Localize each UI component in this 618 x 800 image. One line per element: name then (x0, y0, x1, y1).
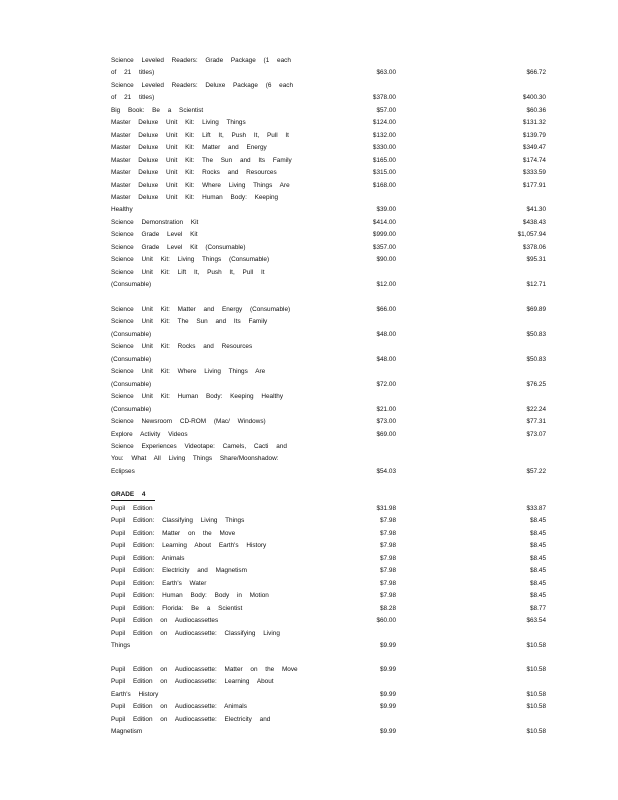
price-list-row (0, 254, 618, 266)
item-price: $48.00 (376, 355, 396, 363)
item-description: Science Leveled Readers: Deluxe Package (6 each (111, 81, 294, 89)
item-description: Healthy (111, 206, 133, 214)
price-list-row (0, 590, 618, 602)
item-price-adjusted: $95.31 (526, 256, 546, 264)
item-description: (Consumable) (111, 405, 152, 413)
item-price: $9.99 (380, 703, 396, 711)
item-price-adjusted: $69.89 (526, 306, 546, 313)
price-list-row (0, 67, 618, 79)
price-list-row (0, 217, 618, 229)
price-list-row (0, 279, 618, 291)
item-price-adjusted: $8.45 (530, 579, 546, 587)
item-price-adjusted: $333.59 (522, 169, 546, 177)
item-price: $63.00 (376, 69, 396, 77)
item-price-adjusted: $77.31 (526, 418, 546, 426)
item-price-adjusted: $10.58 (526, 690, 546, 698)
item-price-adjusted: $50.83 (526, 330, 546, 338)
item-price: $8.28 (380, 604, 396, 612)
item-description: Master Deluxe Unit Kit: Rocks and Resources (111, 169, 277, 177)
item-price-adjusted: $8.45 (530, 529, 546, 537)
item-description: Pupil Edition on Audiocassette: Matter on the Move (111, 666, 298, 673)
item-description: Pupil Edition on Audiocassette: Animals (111, 703, 247, 711)
price-list-row (0, 453, 618, 465)
price-list-row (0, 726, 618, 738)
item-price: $357.00 (372, 243, 396, 251)
item-price-adjusted: $1,057.94 (517, 231, 546, 239)
price-list-row (0, 117, 618, 129)
item-description: Science Unit Kit: The Sun and Its Family (111, 318, 268, 326)
item-price-adjusted: $8.77 (530, 604, 546, 612)
item-price: $31.98 (376, 505, 396, 512)
price-list-row (0, 391, 618, 403)
price-list-row (0, 267, 618, 279)
item-price: $60.00 (376, 617, 396, 625)
item-description: (Consumable) (111, 330, 152, 338)
item-price-adjusted: $177.91 (522, 181, 546, 189)
item-description: Science Grade Level Kit (111, 231, 198, 239)
item-price: $7.98 (380, 567, 396, 575)
price-list-row (0, 528, 618, 540)
item-description: Science Grade Level Kit (Consumable) (111, 243, 246, 251)
price-list-row (0, 466, 618, 478)
price-list-row (0, 304, 618, 316)
item-description: Pupil Edition: Electricity and Magnetism (111, 567, 247, 575)
item-price: $72.00 (376, 380, 396, 388)
item-price-adjusted: $41.30 (526, 206, 546, 214)
item-price: $57.00 (376, 106, 396, 114)
item-price: $7.98 (380, 579, 396, 587)
item-price-adjusted: $76.25 (526, 380, 546, 388)
item-description: Master Deluxe Unit Kit: Living Things (111, 119, 246, 127)
item-price-adjusted: $8.45 (530, 567, 546, 575)
section-heading: GRADE 4 (111, 490, 155, 501)
item-price: $9.99 (380, 666, 396, 673)
price-list-row (0, 640, 618, 652)
item-price: $999.00 (372, 231, 396, 239)
item-description: Science Unit Kit: Lift It, Push It, Pull It (111, 268, 265, 276)
item-price: $9.99 (380, 690, 396, 698)
price-list-row (0, 515, 618, 527)
item-description: Things (111, 641, 131, 649)
item-price: $7.98 (380, 529, 396, 537)
item-price: $48.00 (376, 330, 396, 338)
price-list-row (0, 553, 618, 565)
item-price-adjusted: $50.83 (526, 355, 546, 363)
item-price: $54.03 (376, 467, 396, 475)
item-price-adjusted: $10.58 (526, 728, 546, 736)
item-description: (Consumable) (111, 355, 152, 363)
item-description: Magnetism (111, 728, 143, 736)
section-heading-row (0, 490, 618, 502)
price-list-row (0, 329, 618, 341)
item-price-adjusted: $10.58 (526, 641, 546, 649)
price-list-row (0, 441, 618, 453)
price-list-row (0, 92, 618, 104)
price-list-row (0, 628, 618, 640)
item-description: Science Newsroom CD-ROM (Mac/ Windows) (111, 418, 266, 426)
price-list-row (0, 366, 618, 378)
price-list-row (0, 229, 618, 241)
item-price: $73.00 (376, 418, 396, 426)
item-description: Eclipses (111, 467, 135, 475)
price-list-row (0, 676, 618, 688)
price-list-row (0, 540, 618, 552)
item-description: Science Unit Kit: Rocks and Resources (111, 343, 253, 351)
item-description: Pupil Edition: Florida: Be a Scientist (111, 604, 243, 612)
price-list-row (0, 341, 618, 353)
item-price: $124.00 (372, 119, 396, 127)
price-list-row (0, 354, 618, 366)
item-description: Pupil Edition on Audiocassette: Learning About (111, 678, 274, 686)
item-description: (Consumable) (111, 380, 152, 388)
price-list-row (0, 192, 618, 204)
item-description: Pupil Edition (111, 505, 153, 512)
price-list-row (0, 578, 618, 590)
price-list-row (0, 603, 618, 615)
item-price-adjusted: $349.47 (522, 144, 546, 152)
price-list-row (0, 701, 618, 713)
item-description: Pupil Edition on Audiocassette: Classifying Living (111, 629, 280, 637)
item-description: Explore Activity Videos (111, 430, 188, 438)
item-description: Pupil Edition: Classifying Living Things (111, 517, 245, 525)
item-description: Master Deluxe Unit Kit: Lift It, Push It, Pull It (111, 131, 289, 139)
item-description: Science Unit Kit: Living Things (Consumable) (111, 256, 270, 264)
item-price-adjusted: $8.45 (530, 592, 546, 600)
item-price: $414.00 (372, 218, 396, 226)
item-description: Master Deluxe Unit Kit: Human Body: Keeping (111, 193, 279, 201)
item-description: Master Deluxe Unit Kit: Matter and Energy (111, 144, 267, 152)
item-description: of 21 titles) (111, 69, 155, 77)
item-description: Science Unit Kit: Matter and Energy (Consumable) (111, 306, 291, 313)
item-price-adjusted: $8.45 (530, 554, 546, 562)
item-description: Pupil Edition on Audiocassette: Electricity and (111, 715, 271, 723)
item-price-adjusted: $378.06 (522, 243, 546, 251)
item-description: Pupil Edition: Animals (111, 554, 185, 562)
item-price-adjusted: $438.43 (522, 218, 546, 226)
item-description: Science Experiences Videotape: Camels, Cacti and (111, 442, 287, 450)
price-list-row (0, 316, 618, 328)
price-list-row (0, 714, 618, 726)
item-description: Pupil Edition: Earth's Water (111, 579, 207, 587)
item-description: Pupil Edition on Audiocassettes (111, 617, 219, 625)
item-price-adjusted: $10.58 (526, 703, 546, 711)
item-description: Master Deluxe Unit Kit: The Sun and Its Family (111, 156, 292, 164)
price-list-row (0, 689, 618, 701)
item-description: Earth's History (111, 690, 159, 698)
item-price-adjusted: $63.54 (526, 617, 546, 625)
item-description: You: What All Living Things Share/Moonshadow: (111, 455, 279, 463)
item-price: $7.98 (380, 517, 396, 525)
item-price: $12.00 (376, 281, 396, 289)
item-price-adjusted: $66.72 (526, 69, 546, 77)
price-list-row (0, 404, 618, 416)
item-description: Science Demonstration Kit (111, 218, 199, 226)
item-description: Master Deluxe Unit Kit: Where Living Things Are (111, 181, 290, 189)
item-price: $7.98 (380, 592, 396, 600)
price-list-row (0, 503, 618, 515)
price-list-row (0, 167, 618, 179)
item-description: Science Leveled Readers: Grade Package (1 each (111, 57, 291, 64)
item-description: Science Unit Kit: Human Body: Keeping Healthy (111, 393, 284, 401)
item-price-adjusted: $10.58 (526, 666, 546, 673)
price-list-row (0, 615, 618, 627)
item-price: $69.00 (376, 430, 396, 438)
item-price: $9.99 (380, 641, 396, 649)
item-price: $165.00 (372, 156, 396, 164)
item-description: Big Book: Be a Scientist (111, 106, 204, 114)
item-description: Science Unit Kit: Where Living Things Are (111, 368, 266, 376)
item-price: $21.00 (376, 405, 396, 413)
item-price-adjusted: $400.30 (522, 94, 546, 102)
item-price: $9.99 (380, 728, 396, 736)
price-list-row (0, 180, 618, 192)
item-price: $132.00 (372, 131, 396, 139)
price-list-row (0, 80, 618, 92)
item-price-adjusted: $57.22 (526, 467, 546, 475)
item-price-adjusted: $12.71 (526, 281, 546, 289)
item-price-adjusted: $60.36 (526, 106, 546, 114)
price-list-row (0, 416, 618, 428)
item-description: Pupil Edition: Learning About Earth's History (111, 542, 267, 550)
price-list-row (0, 142, 618, 154)
item-description: Pupil Edition: Matter on the Move (111, 529, 236, 537)
item-price: $330.00 (372, 144, 396, 152)
item-price: $168.00 (372, 181, 396, 189)
price-list-row (0, 55, 618, 67)
item-price: $66.00 (376, 306, 396, 313)
item-price-adjusted: $33.87 (526, 505, 546, 512)
item-price-adjusted: $131.32 (522, 119, 546, 127)
item-price-adjusted: $174.74 (522, 156, 546, 164)
item-description: (Consumable) (111, 281, 152, 289)
price-list-row (0, 155, 618, 167)
item-price: $315.00 (372, 169, 396, 177)
price-list-row (0, 565, 618, 577)
item-description: Pupil Edition: Human Body: Body in Motion (111, 592, 269, 600)
price-list-row (0, 105, 618, 117)
price-list-row (0, 130, 618, 142)
item-price: $378.00 (372, 94, 396, 102)
item-price-adjusted: $139.79 (522, 131, 546, 139)
item-price-adjusted: $73.07 (526, 430, 546, 438)
price-list-row (0, 242, 618, 254)
item-description: of 21 titles) (111, 94, 155, 102)
item-price: $7.98 (380, 542, 396, 550)
price-list-row (0, 379, 618, 391)
item-price: $7.98 (380, 554, 396, 562)
price-list-row (0, 664, 618, 676)
item-price-adjusted: $8.45 (530, 517, 546, 525)
item-price-adjusted: $8.45 (530, 542, 546, 550)
price-list-row (0, 429, 618, 441)
item-price: $39.00 (376, 206, 396, 214)
item-price: $90.00 (376, 256, 396, 264)
price-list-row (0, 204, 618, 216)
item-price-adjusted: $22.24 (526, 405, 546, 413)
